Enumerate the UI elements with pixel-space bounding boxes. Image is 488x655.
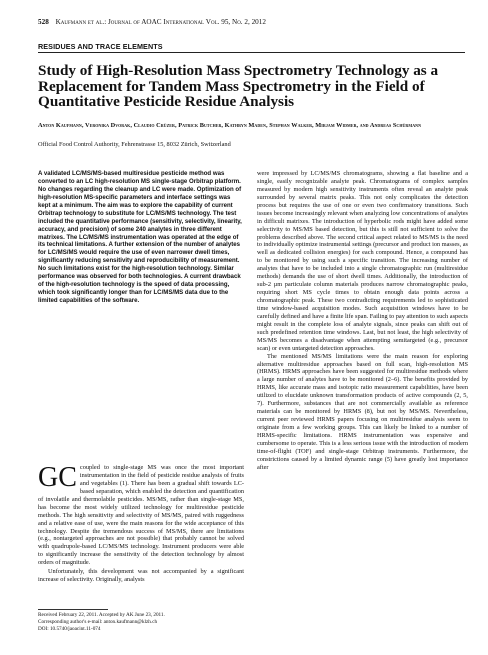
intro-text-1: coupled to single-stage MS was once the most important instrumentation in the field of pesticide residue analysis of fruits and vegetables (1). There has been a gradual shift towards LC-based separation, which enabled the detection and quantification of involatile and thermolabile pesticides. MS/MS, rather than single-stage MS, has become the most widely utilized technology for multiresidue pesticide methods. The high sensitivity and selectivity of MS/MS, paired with ruggedness and a relative ease of use, were the main reasons for the wide acceptance of this technology. Despite the tremendous success of MS/MS, there are limitations (e.g., nontargeted approaches are not possible) that probably cannot be solved with quadrupole-based LC/MS/MS technology. Instrument producers were able to significantly increase the sensitivity of the detection technology by almost orders of magnitude. — [38, 464, 244, 567]
footnote-received: Received February 22, 2011. Accepted by AK June 23, 2011. — [38, 612, 165, 618]
abstract-column — [38, 170, 244, 305]
journal-citation: Kaufmann et al.: Journal of AOAC International Vol. 95, No. 2, 2012 — [55, 18, 266, 26]
introduction-paragraph-1 — [38, 464, 244, 567]
section-label: RESIDUES AND TRACE ELEMENTS — [38, 42, 163, 51]
abstract: A validated LC/MS/MS-based multiresidue pesticide method was converted to an LC high-resolution MS single-stage Orbitrap platform. No changes regarding the cleanup and LC were made. Optimization of high-resolution MS-specific parameters and interface settings was kept at a minimum. The aim was to explore the capability of current Orbitrap technology to substitute for LC/MS/MS technology. The test included the quantitative performance (sensitivity, selectivity, linearity, accuracy, and precision) of some 240 analytes in three different matrixes. The LC/MS/MS instrumentation was operated at the edge of its technical limitations. A further extension of the number of analytes for LC/MS/MS would require the use of even narrower dwell times, significantly reducing sensitivity and reproducibility of measurement. No such limitations exist for the high-resolution technology. Similar performance was observed for both technologies. A current drawback of the high-resolution technology is the speed of data processing, which took significantly longer than for LC/MS/MS data due to the limited capabilities of the software. — [38, 170, 242, 304]
author-list: Anton Kaufmann, Veronika Dvorak, Claudio Crüzer, Patrick Butcher, Kathryn Maden, Stephan Walker, Mirjam Widmer, and Andreas Schürmann — [38, 122, 422, 129]
section-rule — [38, 52, 465, 53]
footnote-doi: DOI: 10.5740/jaoacint.11-074 — [38, 626, 101, 632]
article-title: Study of High-Resolution Mass Spectrometry Technology as a Replacement for Tandem Mass Spectrometry in the Field of Quantitative Pesticide Residue Analysis — [38, 62, 439, 111]
affiliation: Official Food Control Authority, Fehrenstrasse 15, 8032 Zürich, Switzerland — [38, 141, 231, 148]
footnotes — [38, 612, 248, 633]
right-paragraph-2: The mentioned MS/MS limitations were the main reason for exploring alternative multiresidue approaches based on full scan, high-resolution MS (HRMS). HRMS approaches have been suggested for multiresidue methods where a large number of analytes have to be monitored (2–6). The benefits provided by HRMS, like accurate mass and isotopic ratio measurement capabilities, have been utilized to elucidate unknown transformation products of active compounds (2, 5, 7). Furthermore, substances that are not commercially available as reference materials can be monitored by HRMS (8), but not by MS/MS. Nevertheless, current peer reviewed HRMS papers focusing on multiresidue analysis seem to originate from a few working groups. This can likely be linked to a number of HRMS-specific limitations. HRMS instrumentation was expensive and cumbersome to operate. This is a less serious issue with the introduction of modern time-of-flight (TOF) and single-stage Orbitrap instruments. Furthermore, the constrictions caused by a limited dynamic range (5) have greatly lost importance after — [257, 352, 468, 471]
introduction-paragraph-2: Unfortunately, this development was not accompanied by a significant increase of selectivity. Originally, analysts — [38, 568, 244, 583]
page-number: 528 — [38, 18, 49, 26]
right-column — [257, 170, 468, 472]
right-paragraph-1: were impressed by LC/MS/MS chromatograms, showing a flat baseline and a single, easily recognizable analyte peak. Chromatograms of complex samples measured by modern high sensitivity instruments often reveal an analyte peak surrounded by several matrix peaks. This not only complicates the detection process but requires the use of one or even two confirmatory transitions. Such issues become increasingly relevant when analyzing low concentrations of analytes in difficult matrixes. The introduction of hyperbolic rods might have added some selectivity to MS/MS based detection, but this is still not sufficient to solve the problems described above. The second critical aspect related to MS/MS is the need to individually optimize instrumental settings (precursor and product ion masses, as well as dedicated collision energies) for each compound. Hence, a compound has to be monitored by using such a specific transition. The increasing number of analytes that have to be included into a single chromatographic run (multiresidue methods) demands the use of short dwell times. Additionally, the introduction of sub-2 µm particulate column materials produces narrow chromatographic peaks, requiring short MS cycle times to obtain enough data points across a chromatographic peak. These two contradicting requirements led to sophisticated time window-based acquisition modes. Such acquisition windows have to be carefully defined and have a finite life span. Failing to pay attention to such aspects might result in the complete loss of analyte signals, since peaks can shift out of such predefined retention time windows. Last, but not least, the high selectivity of MS/MS becomes a disadvantage when attempting semitargeted (e.g., precursor scan) or even untargeted detection approaches. — [257, 170, 468, 352]
footnote-email: Corresponding author's e-mail: anton.kaufmann@klzh.ch — [38, 619, 158, 625]
footnote-rule — [38, 609, 108, 610]
running-head — [38, 18, 266, 26]
drop-cap: GC — [38, 462, 77, 493]
